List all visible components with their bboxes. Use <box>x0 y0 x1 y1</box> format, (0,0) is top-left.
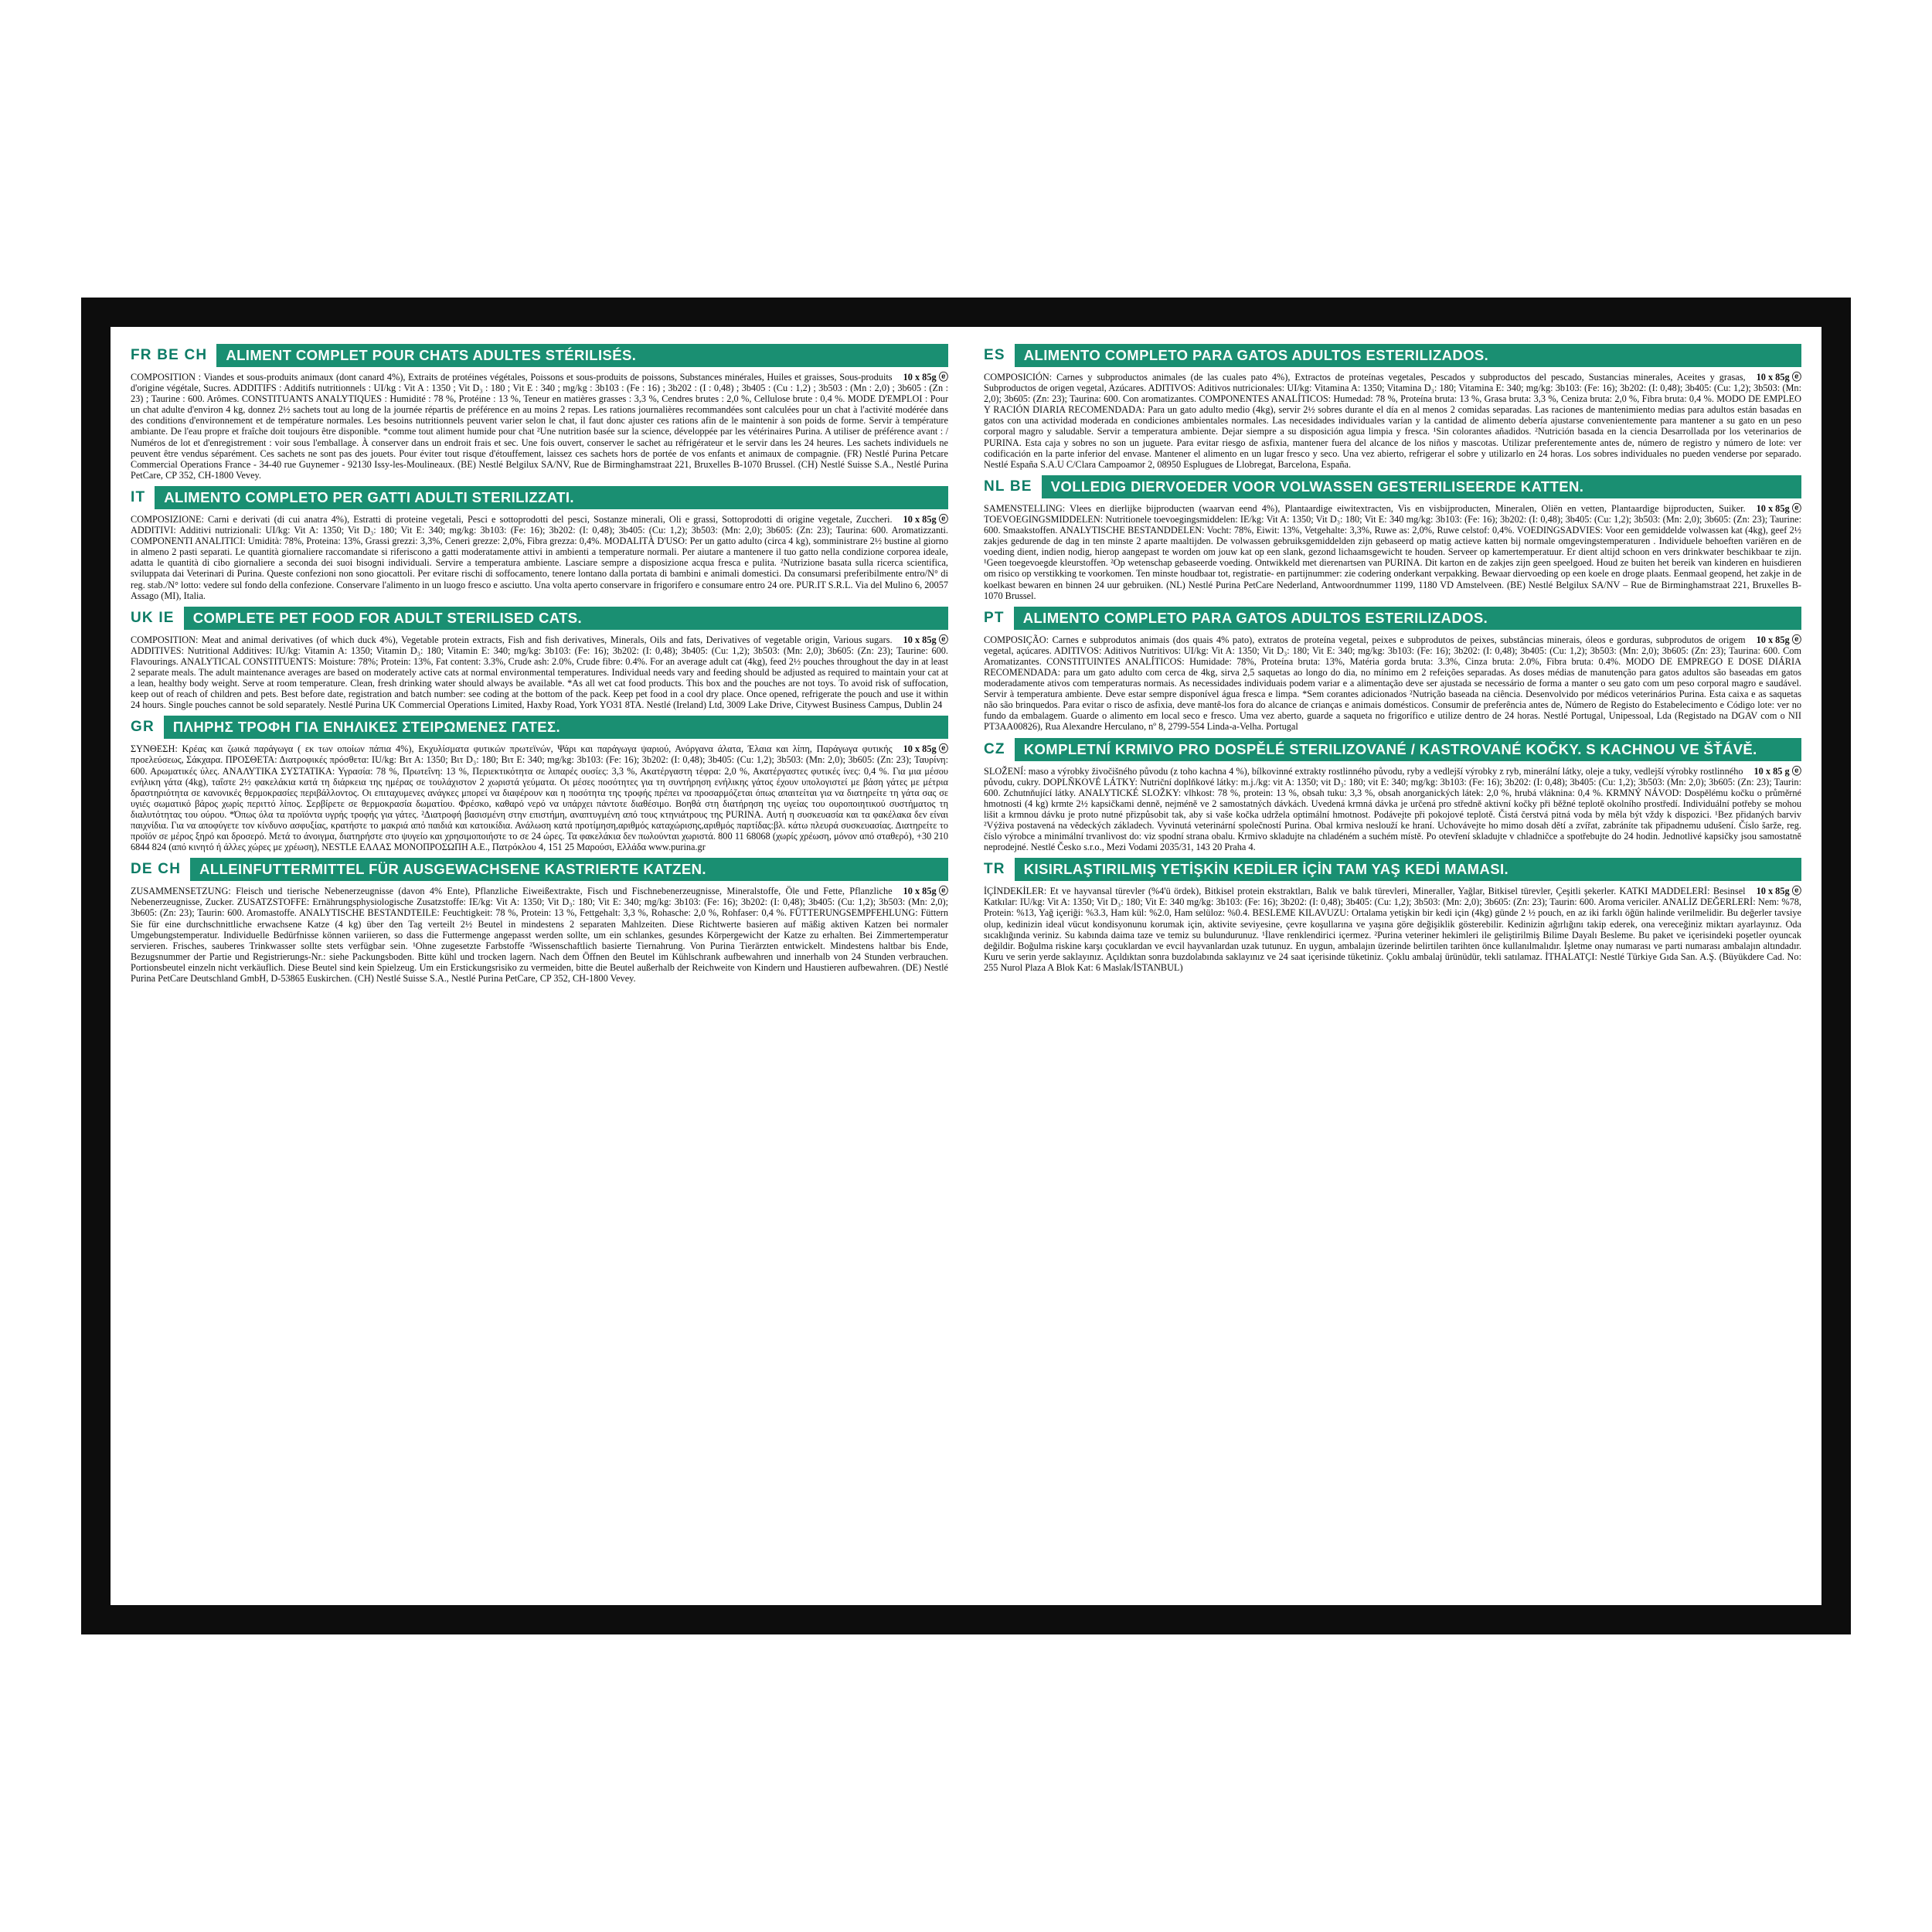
net-weight-uk: 10 x 85g ⓔ <box>903 634 948 645</box>
net-weight-pt: 10 x 85g ⓔ <box>1756 634 1801 645</box>
language-body-pt: COMPOSIÇÃO: Carnes e subprodutos animais (dos quais 4% pato), extratos de proteína vegetal, peixes e subprodutos de peixes, substâncias minerais, óleos e gorduras, subprodutos de origem vegetal, açúcares. ADITIVOS: Aditivos Nutritivos: UI/kg: Vit A: 1350; Vit D₃: 180; Vit E: 340; mg/kg: 3b103: (Fe: 16); 3b202: (I: 0,48); 3b405: (Cu: 1,2); 3b503: (Mn: 2,0); 3b605: (Zn: 23); Taurina: 600. Com Aromatizantes. CONSTITUINTES ANALÍTICOS: Humidade: 78%, Proteína bruta: 13%, Matéria gorda bruta: 3.3%, Cinza bruta: 2.0%, Fibra bruta: 0.4%. MODO DE EMPREGO E DOSE DIÁRIA RECOMENDADA: para um gato adulto com cerca de 4kg, sirva 2,5 saquetas ao longo do dia, no mínimo em 2 refeições separadas. As doses médias de manutenção para gatos adultos são baseadas em gatos moderadamente ativos com temperaturas normais. As necessidades individuais podem variar e a alimentação deve ser ajustada se necessário de forma a manter o seu gato com um peso corporal magro e saudável. Servir à temperatura ambiente. Deve estar sempre disponível água fresca e limpa. *Sem corantes adicionados ²Nutrição baseada na ciência. Desenvolvido por médicos veterinários Purina. Esta caixa e as saquetas não são brinquedos. Para evitar o risco de asfixia, deve mantê-los fora do alcance de crianças e animais domésticos. Consumir de preferência antes de, Número de Registo do Estabelecimento e Código lote: ver no fundo da embalagem. Guarde o alimento em local seco e fresco. Uma vez aberto, guarde a saqueta no frigorífico e utilize dentro de 24 horas. Nestlé Portugal, Unipessoal, Lda (Registado na DGAV com o NII PT3AA00826), Rua Alexandre Herculano, nº 8, 2799-554 Linda-a-Velha. Portugal <box>984 634 1801 733</box>
language-text-nl <box>984 503 1801 601</box>
label-columns <box>131 344 1801 1591</box>
language-block-tr <box>984 858 1801 973</box>
language-title-tr: KISIRLAŞTIRILMIŞ YETİŞKİN KEDİLER İÇİN TAM YAŞ KEDİ MAMASI. <box>1015 858 1801 881</box>
left-column <box>131 344 948 1591</box>
language-title-it: ALIMENTO COMPLETO PER GATTI ADULTI STERILIZZATI. <box>155 486 948 509</box>
language-code-tr: TR <box>984 861 1005 878</box>
language-header-pt <box>984 607 1801 630</box>
language-header-cz <box>984 738 1801 761</box>
language-code-de: DE CH <box>131 861 182 878</box>
language-body-cz: SLOŽENÍ: maso a výrobky živočišného původu (z toho kachna 4 %), bílkovinné extrakty rostlinného původu, ryby a vedlejší výrobky z ryb, minerální látky, oleje a tuky, vedlejší výrobky rostlinného původu, cukry. DOPLŇKOVÉ LÁTKY: Nutriční doplňkové látky: m.j./kg: vit A: 1350; vit D₃: 180; vit E: 340; mg/kg: 3b103: (Fe: 16); 3b202: (I: 0,48); 3b405: (Cu: 1,2); 3b503: (Mn: 2,0); 3b605: (Zn: 23); Taurin: 600. Zchutnňující látky. ANALYTICKÉ SLOŽKY: vlhkost: 78 %, protein: 13 %, obsah tuku: 3,3 %, obsah anorganických látek: 2,0 %, hrubá vláknina: 0,4 %. KRMNÝ NÁVOD: Dospělému kočku o průměrné hmotnosti (4 kg) krmte 2½ kapsičkami denně, nejméně ve 2 samostatných dávkách. Uvedená krmná dávka je určená pro středně aktivní kočky při běžné teplotě okolního prostředí. Individuální potřeby se mohou lišit a krmnou dávku je proto nutné přizpůsobit tak, aby si vaše kočka udržela optimální hmotnost. Podávejte při pokojové teplotě. Čistá čerstvá pitná voda by měla být vždy k dispozici. ¹Bez přidaných barviv ²Výživa postavená na vědeckých základech. Vyvinutá veterinární společností Purina. Obal krmiva neslouží ke hraní. Uchovávejte ho mimo dosah dětí a zvířat, zabráníte tak připadnemu udušení. Číslo šarže, reg. číslo výrobce a minimální trvanlivost do: viz spodní strana obalu. Krmivo skladujte na chladéném a suchém místě. Po otevření skladujte v chladničce a spotřebujte do 24 hodin. Jednotlivé kapsičky jsou samostatně neprodejné. Nestlé Česko s.r.o., Mezi Vodami 2035/31, 143 20 Praha 4. <box>984 765 1801 853</box>
language-header-tr <box>984 858 1801 881</box>
net-weight-de: 10 x 85g ⓔ <box>903 886 948 897</box>
language-code-uk: UK IE <box>131 609 175 626</box>
language-header-it <box>131 486 948 509</box>
language-block-es <box>984 344 1801 470</box>
language-code-gr: GR <box>131 719 155 736</box>
language-title-cz: KOMPLETNÍ KRMIVO PRO DOSPĚLÉ STERILIZOVANÉ / KASTROVANÉ KOČKY. S KACHNOU VE ŠŤÁVĚ. <box>1015 738 1801 761</box>
net-weight-tr: 10 x 85g ⓔ <box>1756 886 1801 897</box>
language-code-fr: FR BE CH <box>131 347 208 363</box>
language-code-it: IT <box>131 488 146 505</box>
label-content <box>111 327 1821 1605</box>
language-block-pt <box>984 607 1801 733</box>
net-weight-nl: 10 x 85g ⓔ <box>1756 502 1801 514</box>
language-body-nl: SAMENSTELLING: Vlees en dierlijke bijproducten (waarvan eend 4%), Plantaardige eiwitextracten, Vis en visbijproducten, Mineralen, Oliën en vetten, Plantaardige bijproducten, Suiker. TOEVOEGINGSMIDDELEN: Nutritionele toevoegingsmiddelen: IE/kg: Vit A: 1350; Vit D₃: 180; Vit E: 340 mg/kg: 3b103: (Fe: 16); 3b202: (I: 0,48); 3b405: (Cu: 1,2); 3b503: (Mn: 2,0); 3b605: (Zn: 23); Taurine: 600. Smaakstoffen. ANALYTISCHE BESTANDDELEN: Vocht: 78%, Eiwit: 13%, Vetgehalte: 3,3%, Ruwe as: 2,0%, Ruwe celstof: 0,4%. VOEDINGSADVIES: Voor een gemiddelde volwassen kat (4kg), geef 2½ zakjes gedurende de dag in ten minste 2 aparte maaltijden. De volwassen gebruiksgemiddelden zijn gebaseerd op matig actieve katten bij normale omgevingstemperaturen . Individuele behoeften variëren en de voeding dient, indien nodig, hierop aangepast te worden om jouw kat op een slank, gezond lichaamsgewicht te houden. Serveer op kamertemperatuur. Er dient altijd schoon en vers drinkwater beschikbaar te zijn. ¹Geen toegevoegde kleurstoffen. ²Op wetenschap gebaseerde voeding. Ontwikkeld met dierenartsen van PURINA. Dit karton en de zakjes zijn geen speelgoed. Houd ze buiten het bereik van kinderen en huisdieren om risico op verstikking te voorkomen. Ten minste houdbaar tot, registratie- en partijnummer: zie codering onderkant verpakking. Bewaar diervoeding op een koele en droge plaats. Eenmaal geopend, het zakje in de koelkast bewaren en binnen 24 uur gebruiken. (NL) Nestlé Purina PetCare Nederland, Antwoordnummer 1199, 1180 VD Amstelveen. (BE) Nestlé Belgilux SA/NV – Rue de Birminghamstraat 221, Bruxelles B-1070 Brussel. <box>984 502 1801 601</box>
language-body-fr: COMPOSITION : Viandes et sous-produits animaux (dont canard 4%), Extraits de protéines végétales, Poissons et sous-produits de poissons, Substances minérales, Huiles et graisses, Sous-produits d'origine végétale, Sucres. ADDITIFS : Additifs nutritionnels : UI/kg : Vit A : 1350 ; Vit D₃ : 180 ; Vit E : 340 ; mg/kg : 3b103 : (Fe : 16) ; 3b202 : (I : 0,48) ; 3b405 : (Cu : 1,2) ; 3b503 : (Mn : 2,0) ; 3b605 : (Zn : 23) ; Taurine : 600. Arômes. CONSTITUANTS ANALYTIQUES : Humidité : 78 %, Protéine : 13 %, Teneur en matières grasses : 3,3 %, Cendres brutes : 2,0 %, Cellulose brute : 0,4 %. MODE D'EMPLOI : Pour un chat adulte d'environ 4 kg, donnez 2½ sachets tout au long de la journée répartis de préférence en au moins 2 repas. Les rations journalières recommandées sont calculées pour un chat à l'activité modérée dans des conditions d'environnement et de température normales. Les besoins nutritionnels peuvent varier selon le chat, il faut donc ajuster ces rations afin de le maintenir à son poids de forme. Servir à température ambiante. De l'eau propre et fraîche doit toujours être disponible. *comme tout aliment humide pour chat ²Une nutrition basée sur la science, développée par les vétérinaires Purina. A utiliser de préférence avant : / Numéros de lot et d'enregistrement : voir sous l'emballage. À conserver dans un endroit frais et sec. Une fois ouvert, conserver le sachet au réfrigérateur et le servir dans les 24 heures. Les sachets individuels ne peuvent être vendus séparément. Ces sachets ne sont pas des jouets. Pour éviter tout risque d'étouffement, laissez ces sachets hors de portée de vos enfants et animaux de compagnie. (FR) Nestlé Purina Petcare Commercial Operations France - 34-40 rue Guynemer - 92130 Issy-les-Moulineaux. (BE) Nestlé Belgilux SA/NV, Rue de Birminghamstraat 221, Bruxelles B-1070 Brussel. (CH) Nestlé Suisse S.A., Nestlé Purina PetCare, CP 352, CH-1800 Vevey. <box>131 372 948 481</box>
language-code-nl: NL BE <box>984 478 1032 495</box>
right-column <box>984 344 1801 1591</box>
language-text-es <box>984 372 1801 470</box>
language-block-uk <box>131 607 948 711</box>
language-title-fr: ALIMENT COMPLET POUR CHATS ADULTES STÉRILISÉS. <box>216 344 948 367</box>
language-text-fr <box>131 372 948 481</box>
language-title-de: ALLEINFUTTERMITTEL FÜR AUSGEWACHSENE KASTRIERTE KATZEN. <box>190 858 948 881</box>
language-title-nl: VOLLEDIG DIERVOEDER VOOR VOLWASSEN GESTERILISEERDE KATTEN. <box>1042 475 1801 498</box>
label-panel <box>81 298 1851 1634</box>
net-weight-cz: 10 x 85 g ⓔ <box>1753 765 1801 777</box>
language-text-it <box>131 514 948 601</box>
language-text-gr <box>131 743 948 852</box>
language-body-de: ZUSAMMENSETZUNG: Fleisch und tierische Nebenerzeugnisse (davon 4% Ente), Pflanzliche Eiweißextrakte, Fisch und Fischnebenerzeugnisse, Mineralstoffe, Öle und Fette, Pflanzliche Nebenerzeugnisse, Zucker. ZUSATZSTOFFE: Ernährungsphysiologische Zusatzstoffe: IE/kg: Vit A: 1350; Vit D₃: 180; Vit E: 340; mg/kg: 3b103: (Fe: 16); 3b202: (I: 0,48); 3b405: (Cu: 1,2); 3b503: (Mn: 2,0); 3b605: (Zn: 23); Taurin: 600. Aromastoffe. ANALYTISCHE BESTANDTEILE: Feuchtigkeit: 78 %, Protein: 13 %, Fettgehalt: 3,3 %, Rohasche: 2,0 %, Rohfaser: 0,4 %. FÜTTERUNGSEMPFEHLUNG: Füttern Sie für eine durchschnittliche erwachsene Katze (4 kg) über den Tag verteilt 2½ Beutel in mindestens 2 separaten Mahlzeiten. Diese Richtwerte basieren auf mäßig aktiven Katzen bei normaler Umgebungstemperatur. Individuelle Bedürfnisse können variieren, so dass die Futtermenge angepasst werden sollte, um ein schlankes, gesundes Körpergewicht der Katze zu erhalten. Bei Zimmertemperatur servieren. Frisches, sauberes Trinkwasser sollte stets verfügbar sein. ¹Ohne zugesetzte Farbstoffe ²Wissenschaftlich basierte Tiernahrung. Von Purina Tierärzten entwickelt. Mindestens haltbar bis Ende, Bezugsnummer der Partie und Registrierungs-Nr.: siehe Packungsboden. Bitte kühl und trocken lagern. Nach dem Öffnen den Beutel im Kühlschrank aufbewahren und innerhalb von 24 Stunden verbrauchen. Portionsbeutel einzeln nicht verkäuflich. Diese Beutel sind kein Spielzeug. Um ein Erstickungsrisiko zu vermeiden, bitte die Beutel außerhalb der Reichweite von Kindern und Haustieren aufbewahren. (DE) Nestlé Purina PetCare Deutschland GmbH, D-53865 Euskirchen. (CH) Nestlé Suisse S.A., Nestlé Purina PetCare, CP 352, CH-1800 Vevey. <box>131 886 948 985</box>
language-text-uk <box>131 634 948 711</box>
language-body-gr: ΣΥΝΘΕΣΗ: Κρέας και ζωικά παράγωγα ( εκ των οποίων πάπια 4%), Εκχυλίσματα φυτικών πρωτεϊνών, Ψάρι και παράγωγα ψαριού, Ανόργανα άλατα, Έλαια και λίπη, Παράγωγα φυτικής προελεύσεως, Σάκχαρα. ΠΡΟΣΘΕΤΑ: Διατροφικές πρόσθετα: IU/kg: Βιτ Α: 1350; Βιτ D₃: 180; Βιτ Ε: 340; mg/kg: 3b103: (Fe: 16); 3b202: (I: 0,48); 3b405: (Cu: 1,2); 3b503: (Mn: 2,0); 3b605: (Zn: 23); Ταυρίνη: 600. Αρωματικές ύλες. ΑΝΑΛΥΤΙΚΑ ΣΥΣΤΑΤΙΚΑ: Υγρασία: 78 %, Πρωτεΐνη: 13 %, Περιεκτικότητα σε λιπαρές ουσίες: 3,3 %, Ακατέργαστη τέφρα: 2,0 %, Ακατέργαστες φυτικές ίνες: 0,4 %. Για μια μέσου ενήλικη γάτα (4kg), ταΐστε 2½ φακελάκια κατά τη διάρκεια της ημέρας σε τουλάχιστον 2 χωριστά γεύματα. Οι μέσες ποσότητες για τη συντήρηση ενήλικης γάτος έχουν υπολογιστεί με βάση γάτες με μέτρια δραστηριότητα σε κανονικές θερμοκρασίες περιβάλλοντος. Οι επιταχυμενες ανάγκες μπορεί να διαφέρουν και η ποσότητα της τροφής πρέπει να προσαρμόζεται όπως απαιτείται για να διατηρείτε τη γάτα σας σε υγιές σωματικό βάρος χωρίς περιττό λίπος. Σερβίρετε σε θερμοκρασία δωματίου. Φρέσκο, καθαρό νερό να υπάρχει πάντοτε διαθέσιμο. Βοηθά στη διατήρηση της υγείας του ουροποιητικού συστήματος τη διαλυτότητας του ούρου. *Όπως όλα τα προϊόντα υγρής τροφής για γάτες. ²Διατροφή βασισμένη στην επιστήμη, αναπτυγμένη από τους κτηνιάτρους της PURINA. Αυτή η συσκευασία και τα φακέλακα δεν είναι παιχνίδια. Για να αποφύγετε τον κίνδυνο ασφυξίας, κρατήστε το μακριά από παιδιά και κατοικίδια. Ανάλωση κατά προτίμηση,αριθμός καταχώρισης,αριθμός παρτίδας:βλ. κάτω πλευρά συσκευασίας. Διατηρείτε το προϊόν σε μέρος ξηρό και δροσερό. Μετά το άνοιγμα, διατηρήστε στο ψυγείο και χρησιμοποιήστε το σε 24 ώρες. Τα φακελάκια δεν πωλούνται χωριστά. 800 11 68068 (χωρίς χρέωση, μόνον από σταθερό), +30 210 6844 824 (από κινητό ή άλλες χώρες με χρέωση), NESTLE ΕΛΛΑΣ ΜΟΝΟΠΡΟΣΩΠΗ Α.Ε., Πατρόκλου 4, 151 25 Μαρούσι, Ελλάδα www.purina.gr <box>131 743 948 853</box>
language-header-uk <box>131 607 948 630</box>
language-body-tr: İÇİNDEKİLER: Et ve hayvansal türevler (%4'ü ördek), Bitkisel protein ekstraktları, Balık ve balık türevleri, Mineraller, Yağlar, Bitkisel türevler, Çeşitli şekerler. KATKI MADDELERİ: Besinsel Katkılar: IU/kg: Vit A: 1350; Vit D₃: 180; Vit E: 340 mg/kg: 3b103: (Fe: 16); 3b202: (I: 0,48); 3b405: (Cu: 1,2); 3b503: (Mn: 2,0); 3b605: (Zn: 23); Taurin: 600. Aroma vericiler. ANALİZ DEĞERLERİ: Nem: %78, Protein: %13, Yağ içeriği: %3.3, Ham kül: %2.0, Ham selüloz: %0.4. BESLEME KILAVUZU: Ortalama yetişkin bir kedi için (4kg) günde 2 ½ pouch, en az iki farklı öğün halinde verilmelidir. Bu değerler tavsiye olup, kedinizin ideal vücut kondisyonunu korumak için, aktivite seviyesine, çevre koşullarına ve yaşına göre değişiklik gösterebilir. Kedinizin ağırlığını takip ederek, ona vereceğiniz miktarı ayarlayınız. Oda sıcaklığında veriniz. Su kabında daima taze ve temiz su bulundurunuz. ¹İlave renklendirici içermez. ²Purina veteriner hekimleri ile geliştirilmiş Bilime Dayalı Besleme. Bu paket ve içerisindeki poşetler oyuncak değildir. Boğulma riskine karşı çocuklardan ve evcil hayvanlardan uzak tutunuz. En uygun, ambalajın üzerinde belirtilen tarihten önce kullanılmalıdır. İşletme onay numarası ve parti numarası ambalajın altındadır. Kuru ve serin yerde saklayınız. Açıldıktan sonra buzdolabında saklayınız ve 24 saat içerisinde tüketiniz. Çoklu ambalaj ürünüdür, tekli satılamaz. İTHALATÇI: Nestlé Türkiye Gıda San. A.Ş. (Büyükdere Cad. No: 255 Nurol Plaza A Blok Kat: 6 Maslak/İSTANBUL) <box>984 886 1801 973</box>
language-text-cz <box>984 766 1801 853</box>
net-weight-es: 10 x 85g ⓔ <box>1756 372 1801 383</box>
language-header-nl <box>984 475 1801 498</box>
language-title-gr: ΠΛΗΡΗΣ ΤΡΟΦΗ ΓΙΑ ΕΝΗΛΙΚΕΣ ΣΤΕΙΡΩΜΕΝΕΣ ΓΑΤΕΣ. <box>164 716 948 739</box>
language-header-gr <box>131 716 948 739</box>
language-block-cz <box>984 738 1801 853</box>
language-title-uk: COMPLETE PET FOOD FOR ADULT STERILISED CATS. <box>184 607 948 630</box>
language-text-tr <box>984 886 1801 973</box>
language-block-gr <box>131 716 948 852</box>
language-block-nl <box>984 475 1801 601</box>
language-text-de <box>131 886 948 984</box>
language-block-fr <box>131 344 948 481</box>
language-title-es: ALIMENTO COMPLETO PARA GATOS ADULTOS ESTERILIZADOS. <box>1015 344 1801 367</box>
net-weight-it: 10 x 85g ⓔ <box>903 513 948 525</box>
language-header-de <box>131 858 948 881</box>
net-weight-gr: 10 x 85g ⓔ <box>903 743 948 755</box>
language-code-pt: PT <box>984 609 1005 626</box>
language-block-it <box>131 486 948 601</box>
language-text-pt <box>984 634 1801 733</box>
language-body-uk: COMPOSITION: Meat and animal derivatives (of which duck 4%), Vegetable protein extracts, Fish and fish derivatives, Minerals, Oils and fats, Derivatives of vegetable origin, Various sugars. ADDITIVES: Nutritional Additives: IU/kg: Vitamin A: 1350; Vitamin D₃: 180; Vitamin E: 340; mg/kg: 3b103: (Fe: 16); 3b202: (I: 0,48); 3b405: (Cu: 1,2); 3b503: (Mn: 2,0); 3b605: (Zn: 23); Taurine: 600. Flavourings. ANALYTICAL CONSTITUENTS: Moisture: 78%; Protein: 13%, Fat content: 3.3%, Crude ash: 2.0%, Crude fibre: 0.4%. For an average adult cat (4kg), feed 2½ pouches throughout the day in at least 2 separate meals. The adult maintenance averages are based on moderately active cats at normal environmental temperatures. Individual needs vary and feeding should be adjusted as required to maintain your cat at a lean, healthy body weight. Serve at room temperature. Clean, fresh drinking water should always be available. *As all wet cat food products. This box and the pouches are not toys. To avoid risk of suffocation, keep out of reach of children and pets. Best before date, registration and batch number: see coding at the bottom of the pack. Keep pet food in a cool dry place. Once opened, refrigerate the pouch and use it within 24 hours. Single pouches cannot be sold separately. Nestlé Purina UK Commercial Operations Limited, Haxby Road, York YO31 8TA. Nestlé (Ireland) Ltd, 3009 Lake Drive, Citywest Business Campus, Dublin 24 <box>131 634 948 711</box>
net-weight-fr: 10 x 85g ⓔ <box>903 372 948 383</box>
language-block-de <box>131 858 948 984</box>
language-body-it: COMPOSIZIONE: Carni e derivati (di cui anatra 4%), Estratti di proteine vegetali, Pesci e sottoprodotti del pesci, Sostanze minerali, Oli e grassi, Sottoprodotti di origine vegetale, Zuccheri. ADDITIVI: Additivi nutrizionali: UI/kg: Vit A: 1350; Vit D₃: 180; Vit E: 340; mg/kg: 3b103: (Fe: 16); 3b202: (I: 0,48); 3b405: (Cu: 1,2); 3b503: (Mn: 2,0); 3b605: (Zn: 23); Taurina: 600. Aromatizzanti. COMPONENTI ANALITICI: Umidità: 78%, Proteina: 13%, Grassi grezzi: 3,3%, Ceneri grezze: 2,0%, Fibra grezza: 0,4%. MODALITÀ D'USO: Per un gatto adulto (circa 4 kg), somministrare 2½ bustine al giorno in almeno 2 pasti separati. Le quantità giornaliere raccomandate si riferiscono a gatti moderatamente attivi in ambienti a temperature normali. Per aiutare a mantenere il tuo gatto nella condizione corporea ideale, adatta le quantità di cibo giornaliere a seconda dei suoi bisogni individuali. Servire a temperatura ambiente. Lasciare sempre a disposizione acqua fresca e pulita. ²Nutrizione basata sulla ricerca scientifica, sviluppata dai Veterinari di Purina. Queste confezioni non sono giocattoli. Per evitare rischi di soffocamento, tenere lontano dalla portata di bambini e animali domestici. Da consumarsi preferibilmente entro/N° di reg. stab./N° lotto: vedere sul fondo della confezione. Conservare l'alimento in un luogo fresco e asciutto. Una volta aperto conservare in frigorifero e consumare entro 24 ore. PUR.IT S.R.L. Via del Mulino 6, 20057 Assago (MI), Italia. <box>131 513 948 601</box>
language-header-fr <box>131 344 948 367</box>
language-header-es <box>984 344 1801 367</box>
language-title-pt: ALIMENTO COMPLETO PARA GATOS ADULTOS ESTERILIZADOS. <box>1014 607 1801 630</box>
language-body-es: COMPOSICIÓN: Carnes y subproductos animales (de las cuales pato 4%), Extractos de proteínas vegetales, Pescados y subproductos del pescado, Sustancias minerales, Aceites y grasas, Subproductos de origen vegetal, Azúcares. ADITIVOS: Aditivos nutricionales: UI/kg: Vitamina A: 1350; Vitamina D₃: 180; Vitamina E: 340; mg/kg: 3b103: (Fe: 16); 3b202: (I: 0,48); 3b405: (Cu: 1,2); 3b503: (Mn: 2,0); 3b605: (Zn: 23); Taurina: 600. Con aromatizantes. COMPONENTES ANALÍTICOS: Humedad: 78 %, Proteína bruta: 13 %, Grasa bruta: 3,3 %, Ceniza bruta: 2,0 %, Fibra bruta: 0,4 %. MODO DE EMPLEO Y RACIÓN DIARIA RECOMENDADA: Para un gato adulto medio (4kg), servir 2½ sobres durante el día en al menos 2 comidas separadas. Las raciones de mantenimiento medias para adultos están basadas en gatos con una actividad moderada en condiciones ambientales normales. Las necesidades individuales varían y la cantidad de alimento debería ajustarse convenientemente para mantener a su gato en un peso corporal magro y saludable. Servir a temperatura ambiente. Dejar siempre a su disposición agua limpia y fresca. ¹Sin colorantes añadidos. ²Nutrición basada en la ciencia Desarrollada por los veterinarios de PURINA. Esta caja y sobres no son un juguete. Para evitar riesgo de asfixia, mantener fuera del alcance de los niños y mascotas. Utilizar preferentemente antes de, número de registro y número de lote: ver codificación en la parte inferior del envase. Mantener el alimento en un lugar fresco y seco. Una vez abierto, refrigerar el sobre y utilizarlo en 24 horas. Los sobres individuales no pueden venderse por separado. Nestlé España S.A.U C/Clara Campoamor 2, 08950 Esplugues de Llobregat, Barcelona, España. <box>984 372 1801 470</box>
language-code-es: ES <box>984 347 1005 363</box>
language-code-cz: CZ <box>984 740 1005 757</box>
